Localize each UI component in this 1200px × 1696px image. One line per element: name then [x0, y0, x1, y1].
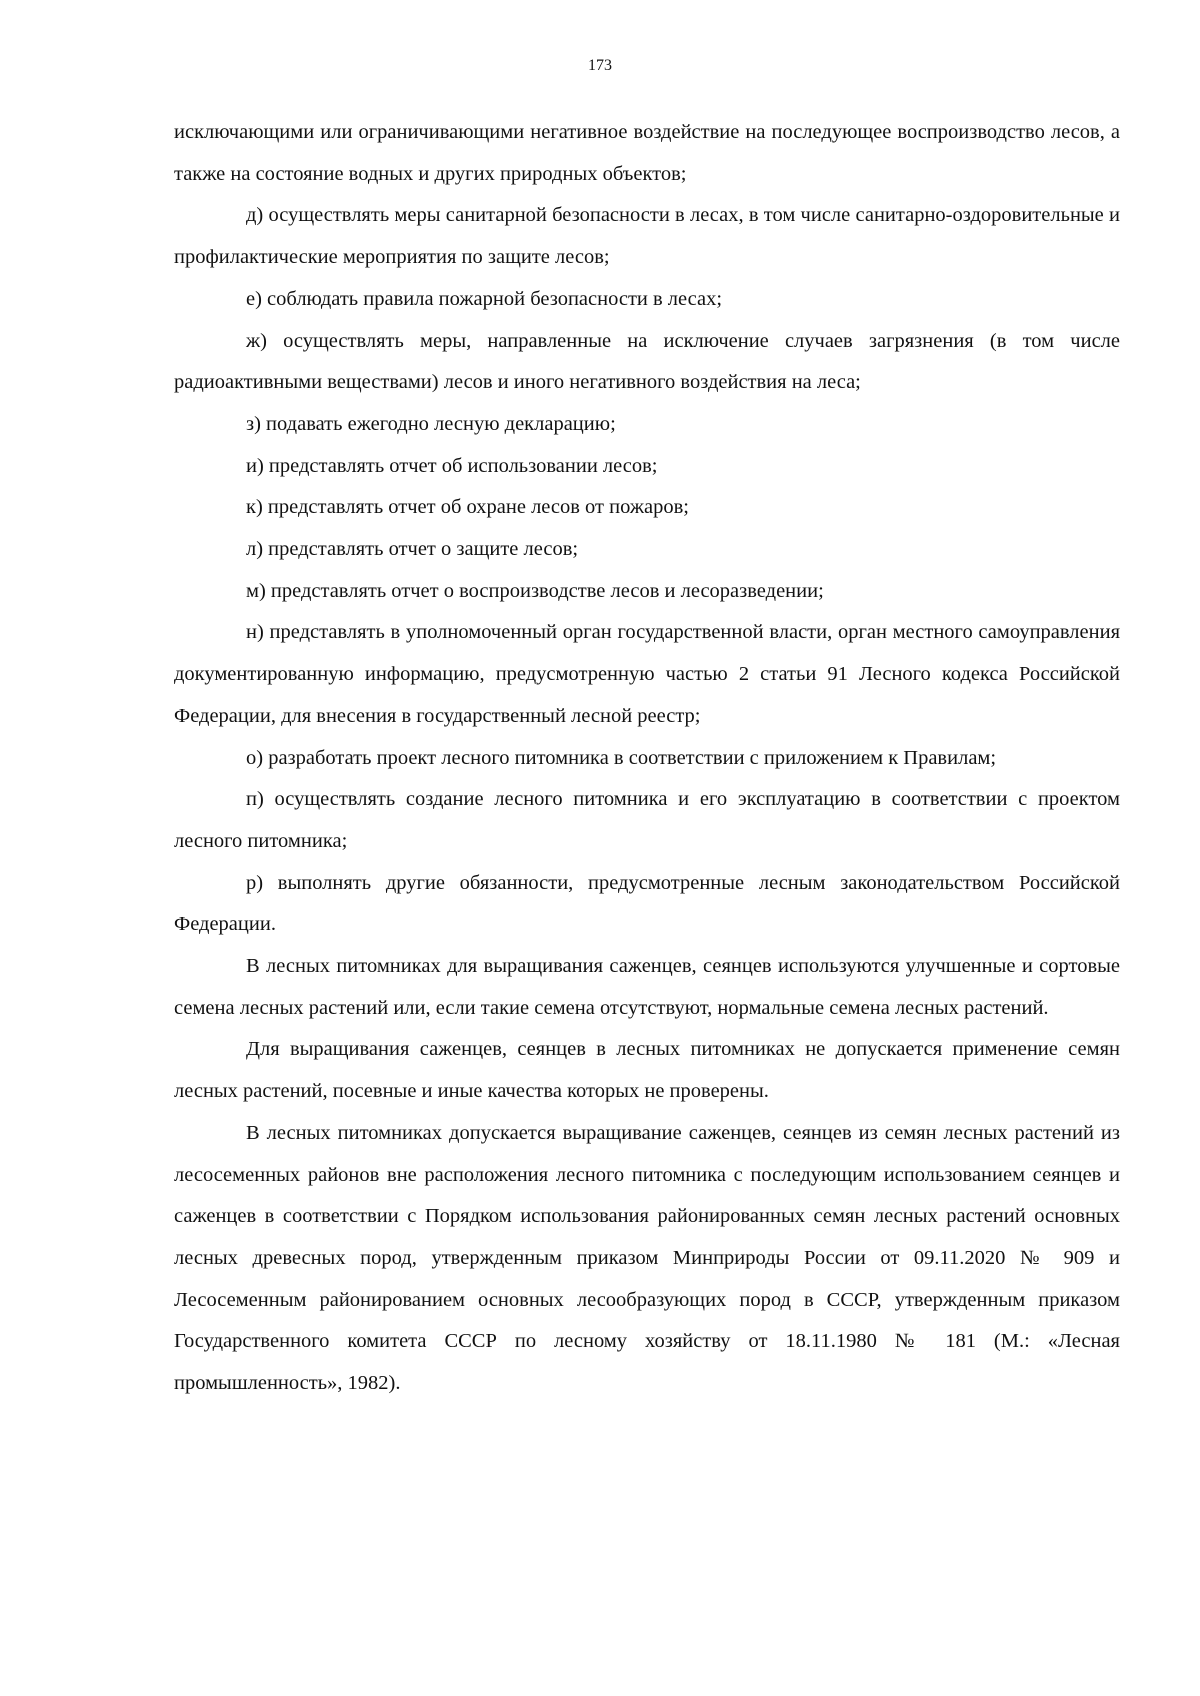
- paragraph-item-o: о) разработать проект лесного питомника в соответствии с приложением к Правилам;: [246, 746, 997, 769]
- paragraph-item-l: л) представлять отчет о защите лесов;: [246, 538, 579, 561]
- paragraph-item-k: к) представлять отчет об охране лесов от пожаров;: [246, 496, 689, 519]
- paragraph-item-m: м) представлять отчет о воспроизводстве лесов и лесоразведении;: [246, 579, 824, 602]
- paragraph-item-n: н) представлять в уполномоченный орган государственной власти, орган местного самоуправления документированную информацию, предусмотренную частью 2 статьи 91 Лесного кодекса Российской Федерации, для внесения в государственный лесной реестр;: [174, 621, 1120, 727]
- paragraph-item-i: и) представлять отчет об использовании лесов;: [246, 454, 658, 477]
- paragraph-seeds-use: В лесных питомниках для выращивания саженцев, сеянцев используются улучшенные и сортовые семена лесных растений или, если такие семена отсутствуют, нормальные семена лесных растений.: [174, 955, 1120, 1019]
- paragraph-seeds-restriction: Для выращивания саженцев, сеянцев в лесных питомниках не допускается применение семян лесных растений, посевные и иные качества которых не проверены.: [174, 1038, 1120, 1103]
- paragraph-item-p: п) осуществлять создание лесного питомника и его эксплуатацию в соответствии с проектом лесного питомника;: [174, 788, 1120, 852]
- paragraph-item-z: з) подавать ежегодно лесную декларацию;: [246, 412, 616, 435]
- paragraph-item-zh: ж) осуществлять меры, направленные на исключение случаев загрязнения (в том числе радиоактивными веществами) лесов и иного негативного воздействия на леса;: [174, 329, 1120, 394]
- document-text: [174, 112, 1120, 1405]
- paragraph-item-e: е) соблюдать правила пожарной безопасности в лесах;: [246, 287, 723, 310]
- paragraph-seeds-regions: В лесных питомниках допускается выращивание саженцев, сеянцев из семян лесных растений из лесосеменных районов вне расположения лесного питомника с последующим использованием сеянцев и саженцев в соответствии с Порядком использования районированных семян лесных растений основных лесных древесных пород, утвержденным приказом Минприроды России от 09.11.2020 № 909 и Лесосеменным районированием основных лесообразующих пород в СССР, утвержденным приказом Государственного комитета СССР по лесному хозяйству от 18.11.1980 № 181 (М.: «Лесная промышленность», 1982).: [174, 1121, 1120, 1395]
- paragraph-item-d: д) осуществлять меры санитарной безопасности в лесах, в том числе санитарно-оздоровительные и профилактические мероприятия по защите лесов;: [174, 204, 1120, 269]
- paragraph-item-r: р) выполнять другие обязанности, предусмотренные лесным законодательством Российской Федерации.: [174, 871, 1120, 936]
- page-number: 173: [588, 57, 612, 74]
- paragraph-continuation: исключающими или ограничивающими негативное воздействие на последующее воспроизводство лесов, а также на состояние водных и других природных объектов;: [174, 121, 1120, 185]
